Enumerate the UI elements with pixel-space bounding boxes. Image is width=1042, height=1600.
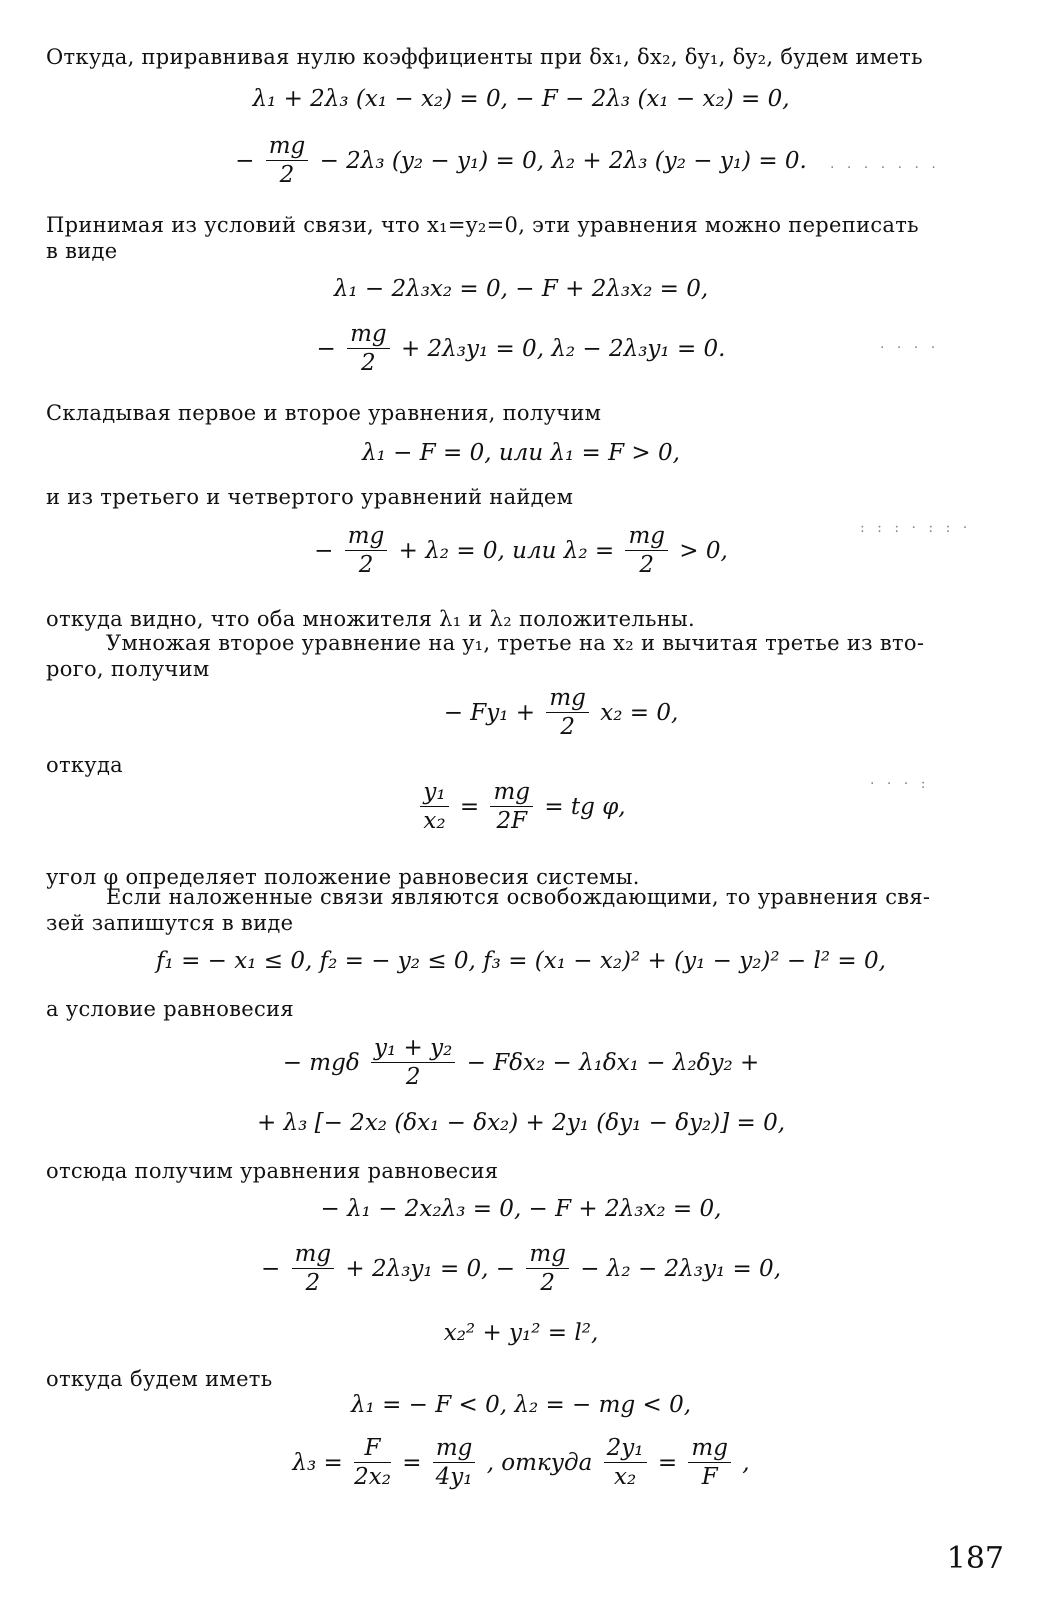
- equation-5: λ₁ − F = 0, или λ₁ = F > 0,: [362, 440, 680, 466]
- equation-7: [40, 684, 1042, 741]
- frac-num: 2y₁: [604, 1434, 647, 1463]
- frac-num: mg: [347, 320, 390, 349]
- frac-num: mg: [292, 1240, 335, 1269]
- paragraph-releasing-line2: зей запишутся в виде: [46, 911, 294, 935]
- frac-den: 2: [405, 1064, 421, 1090]
- frac-den: 2x₂: [354, 1464, 391, 1490]
- frac-num: mg: [526, 1240, 569, 1269]
- frac-den: 2: [560, 714, 575, 740]
- frac-den: 2: [358, 552, 374, 578]
- paragraph-we-get: откуда будем иметь: [46, 1367, 273, 1391]
- frac-den: F: [701, 1464, 718, 1490]
- equation-6-mid: + λ₂ = 0, или λ₂ =: [398, 537, 615, 564]
- frac-num: y₁ + y₂: [371, 1034, 455, 1063]
- frac-den: 2: [279, 162, 295, 188]
- equation-10: [0, 1034, 1042, 1091]
- paragraph-whence: откуда: [46, 753, 123, 777]
- equation-16-end: ,: [742, 1449, 750, 1476]
- paragraph-angle: угол φ определяет положение равновесия системы.: [46, 865, 640, 889]
- equation-6-end: > 0,: [679, 537, 728, 564]
- page-number: 187: [946, 1541, 1004, 1576]
- equation-8: $\frac{\text{y₁}}{\text{x₂}}$ = $\frac{mg}{2F}$ = tg φ,: [0, 778, 1042, 835]
- frac-num: mg: [490, 778, 533, 807]
- equation-2-rest: − 2λ₃ (y₂ − y₁) = 0, λ₂ + 2λ₃ (y₂ − y₁) = 0.: [319, 147, 807, 174]
- paragraph-conditions-line1: Принимая из условий связи, что x₁=y₂=0, эти уравнения можно переписать: [46, 213, 919, 237]
- paragraph-equilibrium-condition: а условие равновесия: [46, 997, 294, 1021]
- equation-13: − $\frac{mg}{2}$ + 2λ₃y₁ = 0, − $\frac{mg}{2}$ − λ₂ − 2λ₃y₁ = 0,: [260, 1241, 782, 1296]
- frac-den: 2: [361, 350, 376, 376]
- frac-den: 2F: [496, 808, 528, 834]
- frac-num: mg: [546, 684, 589, 713]
- paragraph-third-fourth: и из третьего и четвертого уравнений найдем: [46, 485, 574, 509]
- frac-den: x₂: [423, 808, 446, 834]
- equation-4: − $\frac{mg}{2}$ + 2λ₃y₁ = 0, λ₂ − 2λ₃y₁ = 0.: [316, 321, 726, 376]
- frac-num: mg: [625, 522, 668, 551]
- equation-16: λ₃ = $\frac{F}{\text{2x₂}}$ = $\frac{mg}{\text{4y₁}}$ , откуда $\frac{\text{2y₁}}{\text{x₂}}$ = $\frac{mg}{F}$ ,: [292, 1435, 750, 1490]
- equation-16-start: λ₃ =: [292, 1449, 343, 1476]
- paragraph-releasing-line1: Если наложенные связи являются освобождающими, то уравнения свя-: [106, 885, 931, 909]
- equation-16-mid: , откуда: [486, 1449, 593, 1476]
- scan-speck: : : : · : : ·: [860, 520, 972, 536]
- scan-speck: · · · · · · ·: [830, 160, 940, 176]
- equation-9: f₁ = − x₁ ≤ 0, f₂ = − y₂ ≤ 0, f₃ = (x₁ − x₂)² + (y₁ − y₂)² − l² = 0,: [156, 948, 886, 974]
- frac-den: 2: [639, 552, 655, 578]
- paragraph-adding: Складывая первое и второе уравнения, получим: [46, 401, 602, 425]
- equation-8-end: = tg φ,: [544, 793, 626, 820]
- frac-num: mg: [688, 1434, 731, 1463]
- scan-speck: · · · :: [870, 776, 930, 792]
- frac-den: 4y₁: [435, 1464, 473, 1490]
- paragraph-multiply-line1: Умножая второе уравнение на y₁, третье на x₂ и вычитая третье из вто-: [106, 631, 925, 655]
- equation-12: − λ₁ − 2x₂λ₃ = 0, − F + 2λ₃x₂ = 0,: [320, 1196, 722, 1222]
- paragraph-intro: Откуда, приравнивая нулю коэффициенты при δx₁, δx₂, δy₁, δy₂, будем иметь: [46, 45, 923, 69]
- frac-den: 2: [540, 1270, 555, 1296]
- equation-14: x₂² + y₁² = l²,: [443, 1320, 599, 1346]
- paragraph-positive: откуда видно, что оба множителя λ₁ и λ₂ положительны.: [46, 607, 696, 631]
- scan-speck: · · · ·: [880, 340, 940, 356]
- paragraph-multiply-line2: рого, получим: [46, 657, 210, 681]
- equation-10-end: − Fδx₂ − λ₁δx₁ − λ₂δy₂ +: [466, 1049, 760, 1076]
- equation-11: + λ₃ [− 2x₂ (δx₁ − δx₂) + 2y₁ (δy₁ − δy₂)] = 0,: [256, 1110, 786, 1136]
- equation-6: − $\frac{mg}{2}$ + λ₂ = 0, или λ₂ = $\frac{mg}{2}$ > 0,: [314, 523, 728, 578]
- frac-num: mg: [266, 132, 309, 161]
- paragraph-conditions-line2: в виде: [46, 239, 118, 263]
- equation-3: λ₁ − 2λ₃x₂ = 0, − F + 2λ₃x₂ = 0,: [333, 276, 709, 302]
- frac-num: mg: [345, 522, 388, 551]
- equation-1: λ₁ + 2λ₃ (x₁ − x₂) = 0, − F − 2λ₃ (x₁ − x₂) = 0,: [252, 86, 790, 112]
- equation-7-start: − Fy₁ +: [443, 699, 536, 726]
- frac-den: 2: [305, 1270, 321, 1296]
- frac-num: mg: [433, 1434, 476, 1463]
- equation-2: − $\frac{mg}{2}$ − 2λ₃ (y₂ − y₁) = 0, λ₂ + 2λ₃ (y₂ − y₁) = 0.: [235, 133, 807, 188]
- equation-7-end: x₂ = 0,: [600, 699, 679, 726]
- equation-13-end: − λ₂ − 2λ₃y₁ = 0,: [580, 1255, 782, 1282]
- frac-num: F: [354, 1434, 391, 1463]
- equation-15: λ₁ = − F < 0, λ₂ = − mg < 0,: [350, 1392, 692, 1418]
- frac-den: x₂: [613, 1464, 637, 1490]
- equation-4-rest: + 2λ₃y₁ = 0, λ₂ − 2λ₃y₁ = 0.: [400, 335, 726, 362]
- equation-13-mid: + 2λ₃y₁ = 0, −: [345, 1255, 516, 1282]
- equation-10-start: − mgδ: [282, 1049, 360, 1076]
- paragraph-hence: отсюда получим уравнения равновесия: [46, 1159, 499, 1183]
- frac-num: y₁: [420, 778, 448, 807]
